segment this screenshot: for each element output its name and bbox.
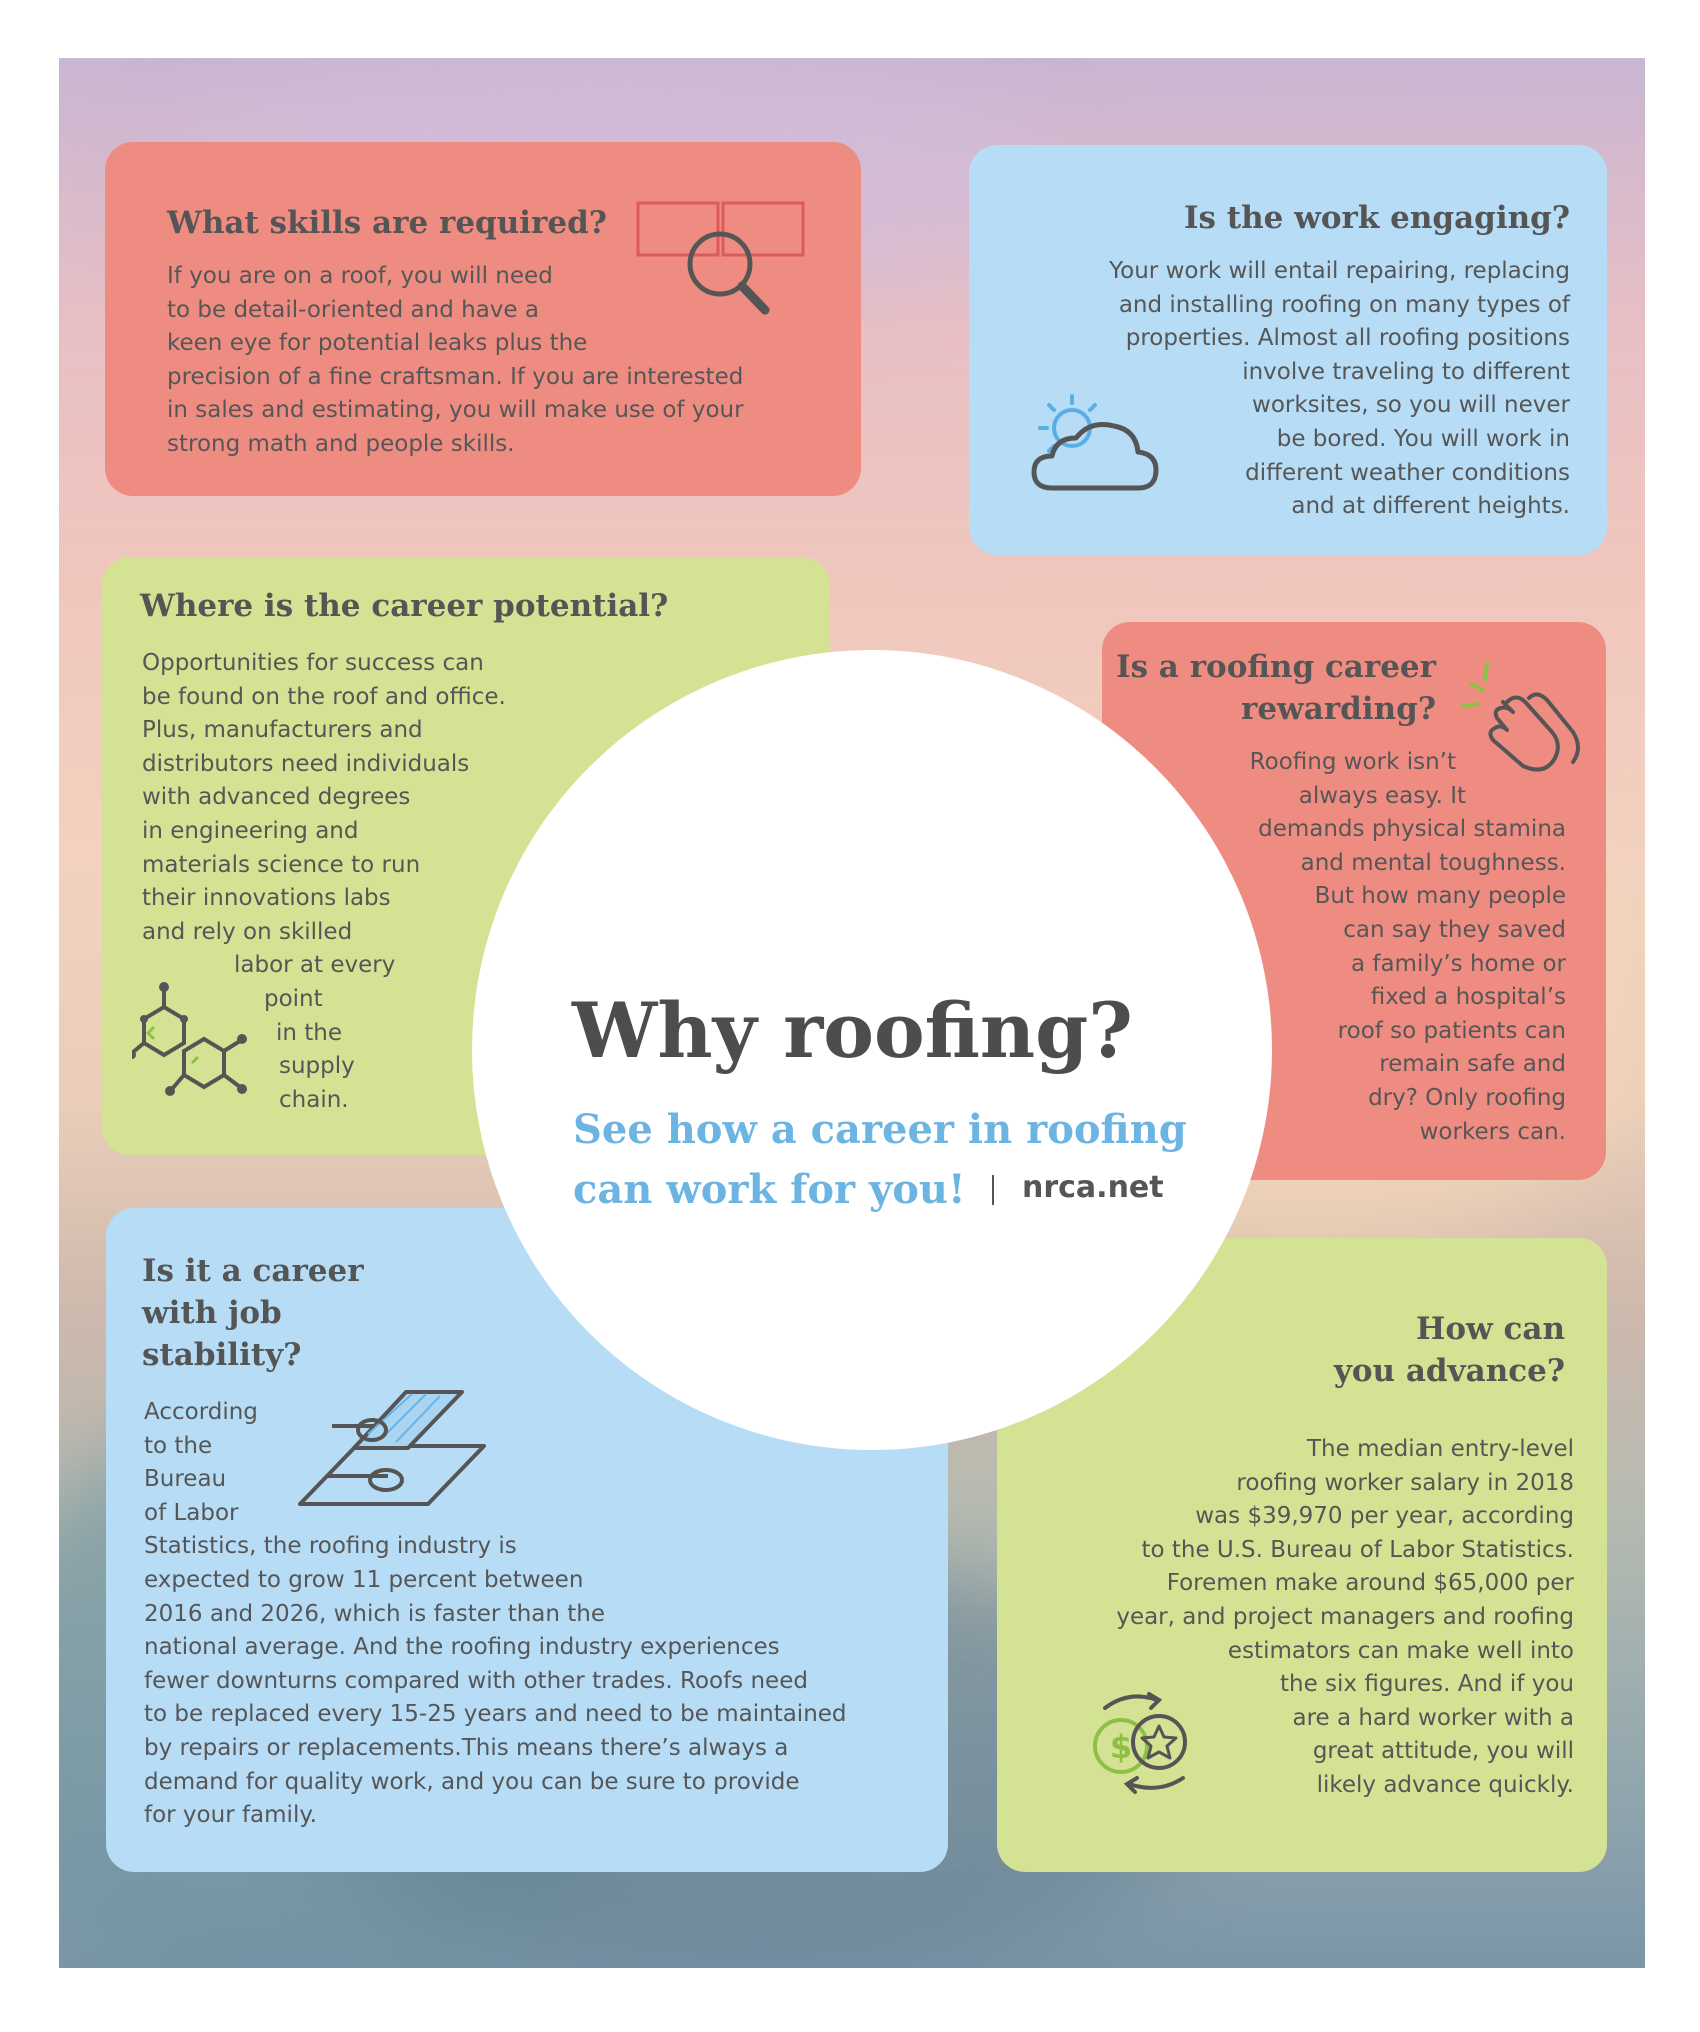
potential-body: Opportunities for success can be found on the roof and office. Plus, manufacturers and distributors need individuals with advanced degrees in engineering and materials science to run their innovations labs and rely on skilled labor at every point in the supply chain. bbox=[142, 650, 506, 1113]
rewarding-body: Roofing work isn’t always easy. It demands physical stamina and mental toughness. But how many people can say they saved a family’s home or fixed a hospital’s roof so patients can remain safe and dry? Only roofing workers can. bbox=[1249, 749, 1566, 1145]
rewarding-heading: Is a roofing career rewarding? bbox=[1116, 649, 1436, 727]
engaging-body: Your work will entail repairing, replacing and installing roofing on many types of properties. Almost all roofing positions involve traveling to different worksites, so you will never be bored. You will work in different weather conditions and at different heights. bbox=[1109, 258, 1570, 520]
skills-card bbox=[105, 142, 861, 496]
advance-body: The median entry-level roofing worker salary in 2018 was $39,970 per year, according to the U.S. Bureau of Labor Statistics. Foremen make around $65,000 per year, and project managers and roofing estimators can make well into the six figures. And if you are a hard worker with a great attitude, you will likely advance quickly. bbox=[1116, 1436, 1574, 1798]
stability-heading: Is it a career with job stability? bbox=[142, 1253, 364, 1373]
advance-heading: How can you advance? bbox=[1333, 1311, 1565, 1389]
clapping-hands-icon bbox=[1457, 662, 1587, 782]
sun-cloud-icon bbox=[1024, 390, 1174, 500]
stability-body: According to the Bureau of Labor Statistics, the roofing industry is expected to grow 11 percent between 2016 and 2026, which is faster than the national average. And the roofing industry experiences fewer downturns compared with other trades. Roofs need to be replaced every 15-25 years and need to be maintained by repairs or replacements.This means there’s always a demand for quality work, and you can be sure to provide for your family. bbox=[144, 1399, 847, 1829]
svg-text:$: $ bbox=[1109, 1728, 1133, 1766]
roofing-membrane-roll-icon bbox=[296, 1386, 486, 1511]
engaging-card bbox=[969, 145, 1607, 555]
engaging-heading: Is the work engaging? bbox=[1184, 200, 1570, 236]
skills-heading: What skills are required? bbox=[167, 205, 607, 241]
skills-body: If you are on a roof, you will need to be detail-oriented and have a keen eye for potential leaks plus the precision of a fine craftsman. If you are interested in sales and estimating, you will make use of your strong math and people skills. bbox=[167, 263, 744, 457]
dollar-star-cycle-icon bbox=[1083, 1686, 1203, 1796]
site-link[interactable]: nrca.net bbox=[1022, 1170, 1164, 1205]
page-title: Why roofing? bbox=[572, 986, 1133, 1075]
site-divider bbox=[992, 1175, 994, 1205]
magnifying-glass-icon bbox=[635, 200, 810, 330]
molecule-icon bbox=[132, 977, 262, 1107]
page-subtitle: See how a career in roofing can work for you! bbox=[573, 1106, 1187, 1213]
potential-heading: Where is the career potential? bbox=[140, 588, 669, 624]
